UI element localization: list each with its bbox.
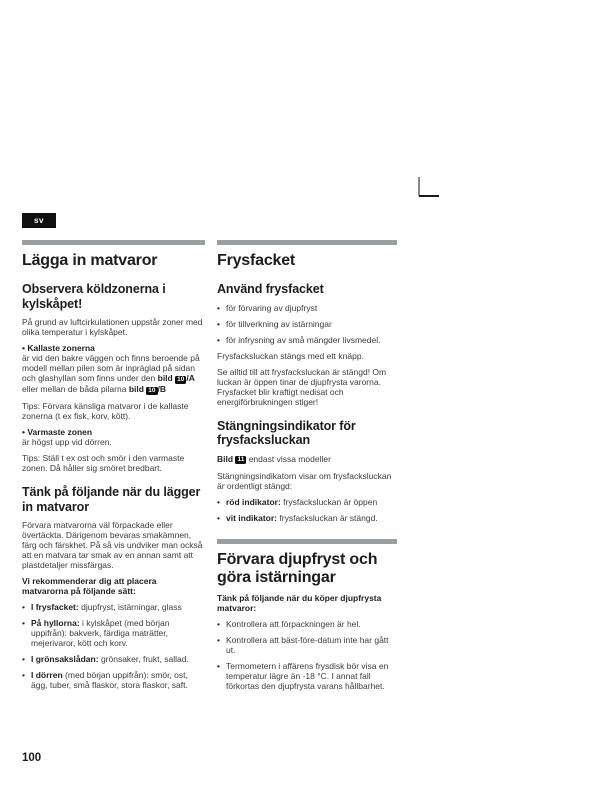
figure-10-badge: 10 bbox=[177, 375, 185, 383]
list-item-use: • för tillverkning av istärningar bbox=[217, 319, 397, 329]
paragraph-door-close: Frysfacksluckan stängs med ett knäpp. bbox=[217, 350, 364, 361]
list-item-red-indicator bbox=[217, 497, 397, 507]
list-item-vegetable-drawer bbox=[22, 654, 205, 664]
list-item-shelves bbox=[22, 618, 205, 648]
section-title-frysfacket: Frysfacket bbox=[217, 252, 296, 269]
paragraph-indicator-intro: Stängningsindikatorn visar om frysfacksluckan är ordentligt stängd: bbox=[217, 470, 392, 491]
list-item-use: • för infrysning av små mängder livsmedel. bbox=[217, 335, 397, 345]
coldest-zone-text: är vid den bakre väggen och finns beroende på modell mellan pilen som är inpräglad på sidan och glashyllan som finns under den bbox=[22, 353, 200, 383]
list-item-lead: I dörren bbox=[31, 670, 63, 680]
paragraph-recommendation-lead bbox=[22, 576, 205, 596]
list-item-lead: I frysfacket: bbox=[31, 602, 79, 612]
crop-mark bbox=[418, 177, 440, 197]
paragraph-loading-intro: Förvara matvarorna väl förpackade eller övertäckta. Därigenom bevaras smakämnen, färg och färskhet. På så vis undviker man också att en matvara tar smak av en annan samt att plastdetaljer missfärgas. bbox=[22, 520, 203, 570]
list-item-text: frysfacksluckan är stängd. bbox=[279, 512, 378, 523]
section-divider-bar bbox=[217, 240, 397, 245]
paragraph-tip-warm: Tips: Ställ t ex ost och smör i den varmaste zonen. Då håller sig smöret bredbart. bbox=[22, 453, 185, 473]
heading-loading-food: Tänk på följande när du lägger in matvaror bbox=[22, 485, 201, 514]
list-item-lead: vit indikator: bbox=[226, 512, 278, 523]
list-item-text: frysfacksluckan är öppen bbox=[283, 496, 378, 507]
right-column bbox=[217, 240, 397, 691]
list-item-use: • för förvaring av djupfryst bbox=[217, 303, 397, 313]
list-item-lead: På hyllorna: bbox=[31, 618, 80, 628]
figure-10-badge: 10 bbox=[148, 386, 156, 394]
list-item-buying: • Kontrollera att förpackningen är hel. bbox=[217, 619, 397, 629]
heading-use-freezer: Använd frysfacket bbox=[217, 282, 324, 296]
list-item-lead: röd indikator: bbox=[226, 496, 281, 507]
paragraph-buying-lead bbox=[217, 593, 397, 613]
crop-mark-horizontal-line bbox=[419, 195, 439, 197]
left-column bbox=[22, 240, 205, 690]
crop-mark-vertical-line bbox=[418, 177, 420, 196]
coldest-zone-text: eller mellan de båda pilarna bbox=[22, 384, 127, 394]
paragraph-warmest-zone: är högst upp vid dörren. bbox=[22, 437, 112, 447]
list-item-text: djupfryst, istärningar, glass bbox=[81, 602, 182, 612]
heading-cold-zones: Observera köldzonerna i kylskåpet! bbox=[22, 282, 166, 311]
list-item-white-indicator bbox=[217, 513, 397, 523]
language-badge: sv bbox=[22, 213, 56, 228]
paragraph-tip-cold: Tips: Förvara känsliga matvaror i de kallaste zonerna (t ex fisk, korv, kött). bbox=[22, 401, 189, 421]
paragraph-figure-note bbox=[217, 454, 397, 465]
figure-ref-suffix: /B bbox=[157, 384, 167, 394]
section-title-lagga-in-matvaror: Lägga in matvaror bbox=[22, 252, 158, 269]
section-divider-bar bbox=[22, 240, 205, 245]
list-item-text: i kylskåpet (med början uppifrån): bakverk, färdiga maträtter, mejerivaror, kött och korv. bbox=[31, 618, 170, 648]
figure-ref-suffix: /A bbox=[186, 373, 195, 383]
figure-ref-word: bild bbox=[157, 373, 173, 383]
figure-ref-word: bild bbox=[128, 384, 144, 394]
heading-closing-indicator: Stängningsindikator för frysfacksluckan bbox=[217, 418, 356, 447]
figure-11-badge: 11 bbox=[237, 456, 245, 463]
list-item-text: grönsaker, frukt, sallad. bbox=[100, 654, 189, 664]
paragraph-door-warning: Se alltid till att frysfacksluckan är stängd! Om luckan är öppen tinar de djupfrysta varorna. Frysfacket blir kraftigt nedisat och energiförbrukningen stiger! bbox=[217, 366, 387, 407]
list-item-buying: • Termometern i affärens frysdisk bör visa en temperatur lägre än -18 °C. I annat fall förkortas den djupfrysta varans hållbarhet. bbox=[217, 661, 397, 691]
section-title-forvara-djupfryst: Förvara djupfryst och göra istärningar bbox=[217, 550, 378, 586]
bullet-lead-warmest-zone: • Varmaste zonen bbox=[22, 427, 205, 437]
page-number: 100 bbox=[22, 752, 42, 764]
list-item-lead: I grönsakslådan: bbox=[31, 654, 99, 664]
list-item-text: (med början uppifrån): smör, ost, ägg, tuber, små flaskor, stora flaskor, saft. bbox=[31, 670, 188, 690]
figure-note-text: endast vissa modeller bbox=[248, 453, 331, 464]
figure-ref-word: Bild bbox=[217, 453, 234, 464]
list-item-door bbox=[22, 670, 205, 690]
list-item-buying: • Kontrollera att bäst-före-datum inte har gått ut. bbox=[217, 635, 397, 655]
paragraph-coldest-zone bbox=[22, 353, 205, 395]
section-divider-bar bbox=[217, 539, 397, 544]
bullet-lead-coldest-zone: • Kallaste zonerna bbox=[22, 343, 205, 353]
recommendation-lead-text: Vi rekommenderar dig att placera matvarorna på följande sätt: bbox=[22, 576, 157, 596]
paragraph-cold-zones-intro: På grund av luftcirkulationen uppstår zoner med olika temperatur i kylskåpet. bbox=[22, 317, 203, 337]
buying-lead-text: Tänk på följande när du köper djupfrysta matvaror: bbox=[217, 592, 382, 613]
list-item-freezer bbox=[22, 602, 205, 612]
